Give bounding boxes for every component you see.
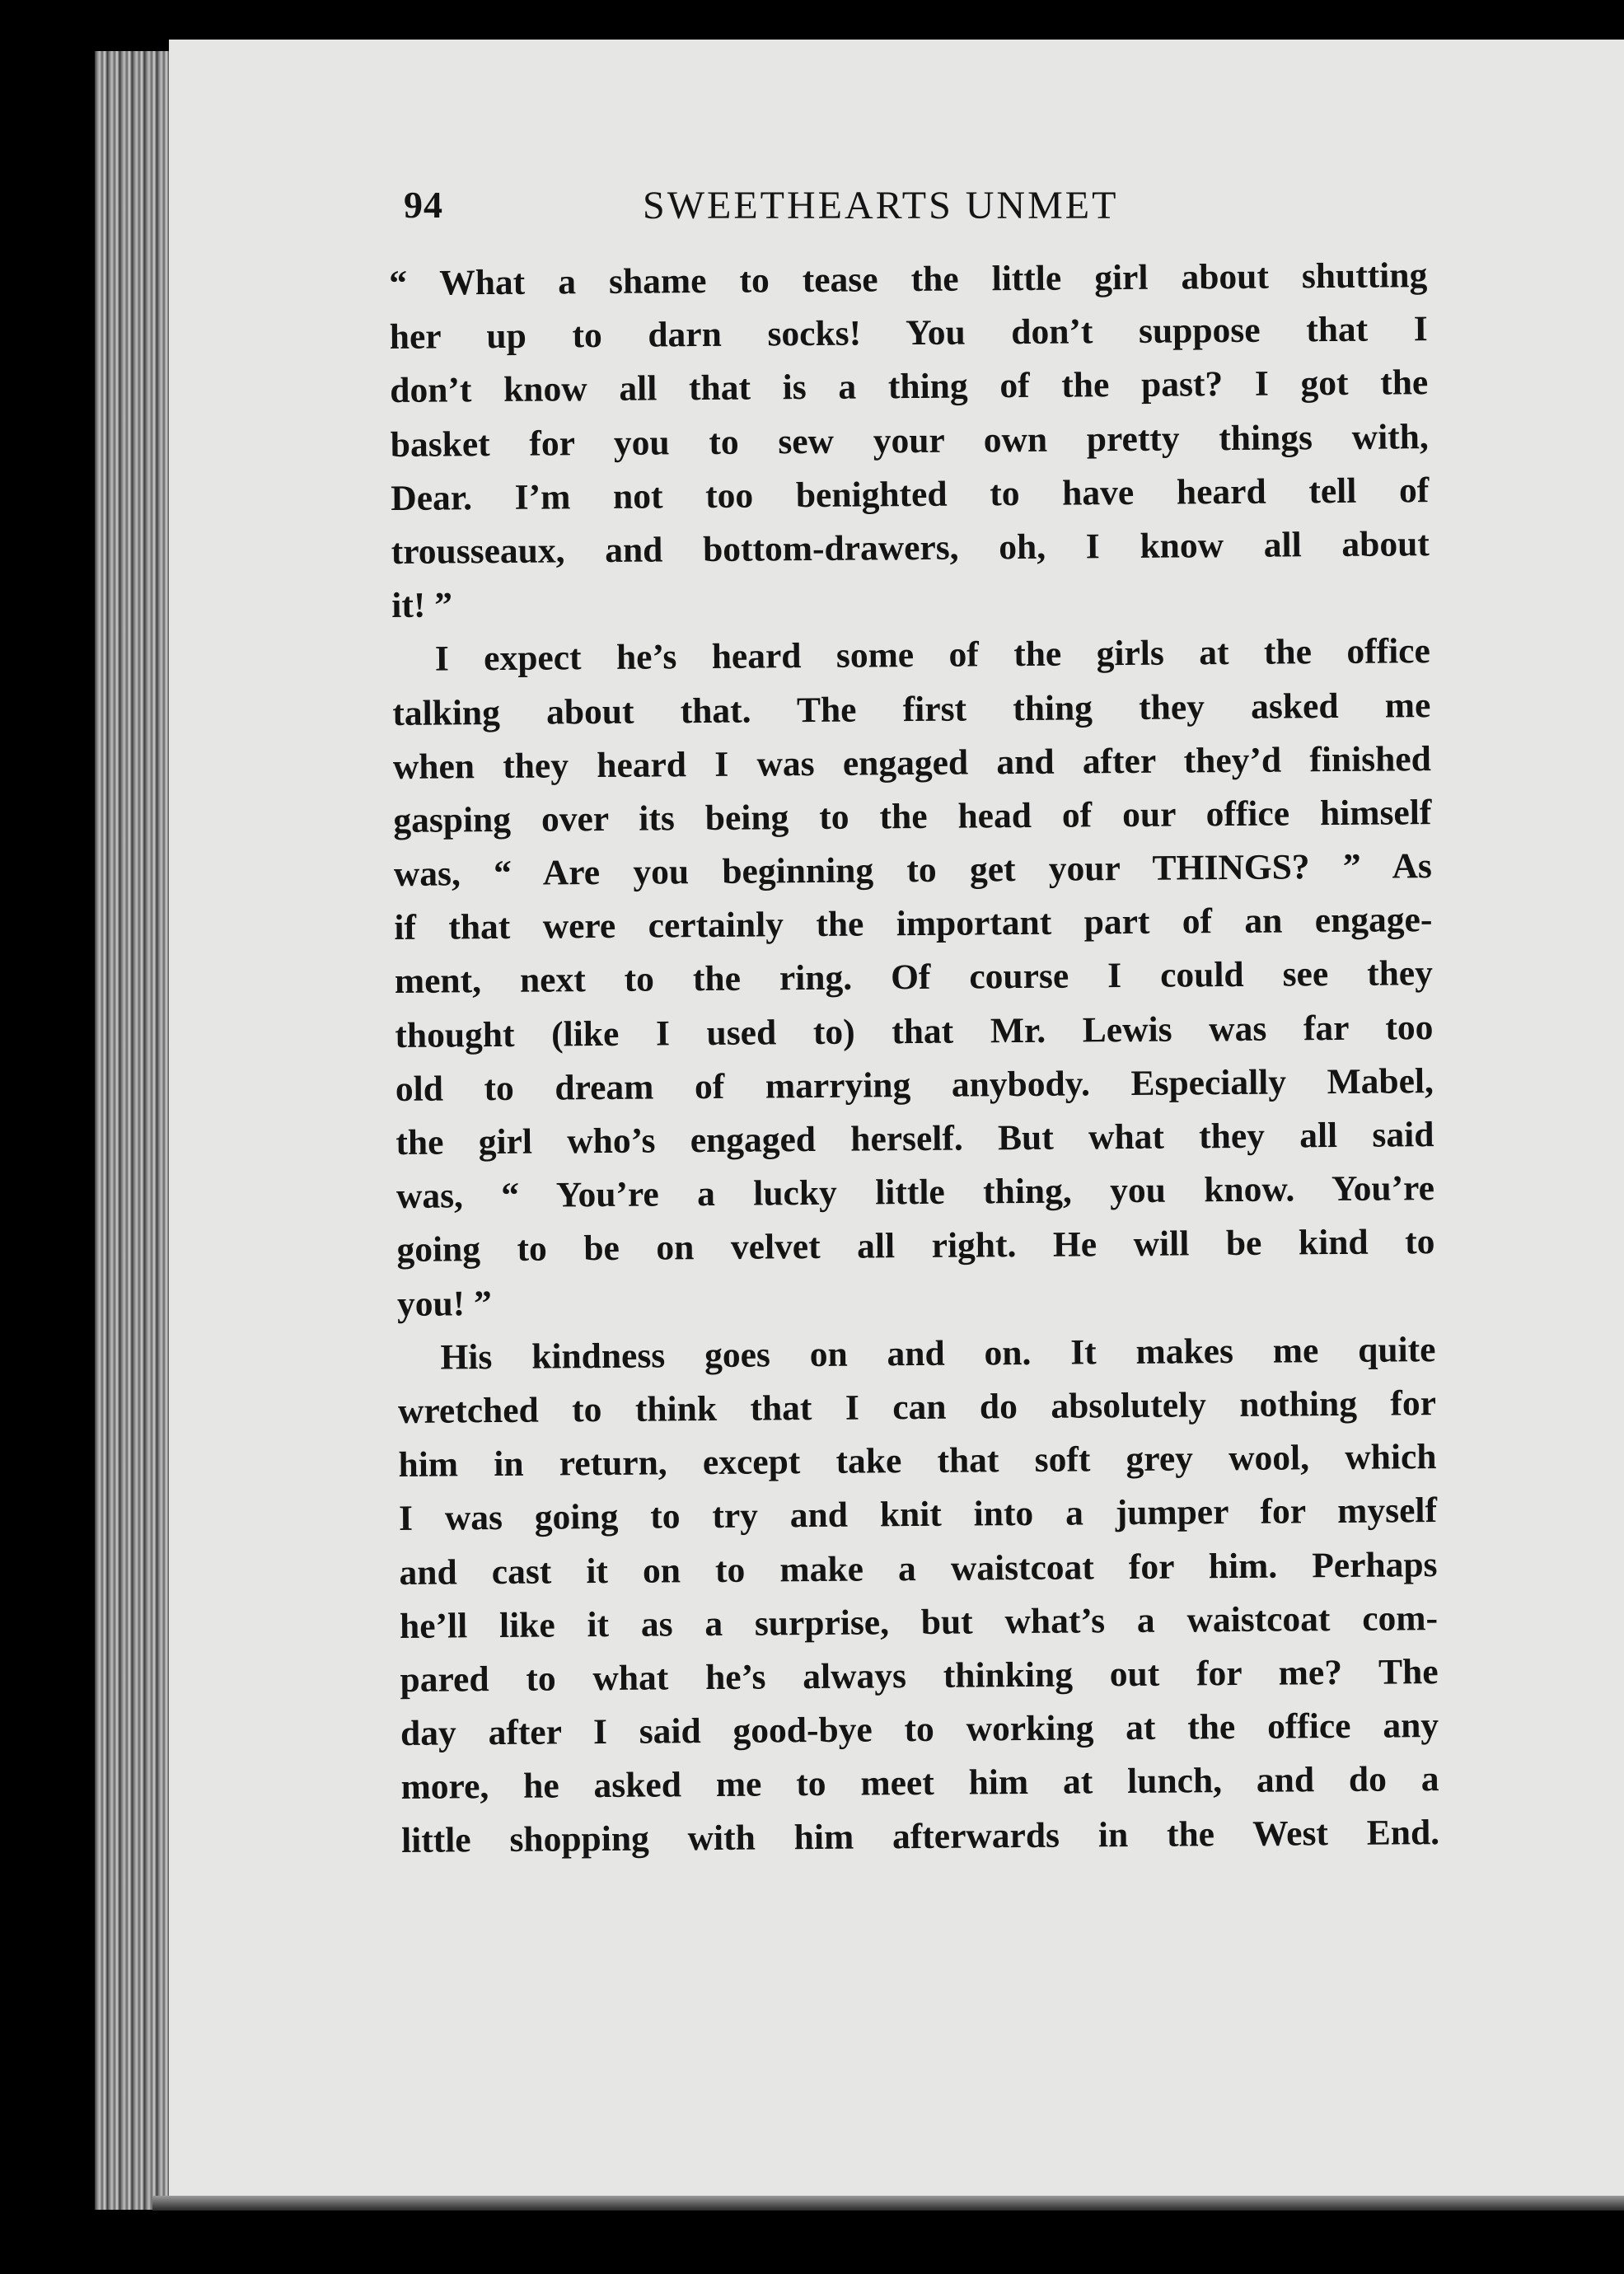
text-line: pared to what he’s always thinking out for me? The [400,1651,1439,1700]
text-line: wretched to think that I can do absolutely nothing for [397,1383,1437,1431]
text-line: him in return, except take that soft grey wool, which [398,1437,1437,1486]
text-line: old to dream of marrying anybody. Especially Mabel, [395,1060,1434,1109]
text-line: ment, next to the ring. Of course I could see they [394,953,1434,1002]
page-bottom-shadow [152,2196,1624,2211]
page-header [404,183,1425,241]
text-line: talking about that. The first thing they asked me [392,685,1431,733]
text-line: day after I said good-bye to working at the office any [400,1706,1439,1754]
text-line: if that were certainly the important part of an engage- [394,900,1433,948]
text-line: don’t know all that is a thing of the past? I got the [390,363,1429,411]
text-line: little shopping with him afterwards in the West End. [400,1813,1440,1861]
page-number: 94 [404,184,443,226]
text-line: I expect he’s heard some of the girls at the office [434,631,1430,679]
text-line: more, he asked me to meet him at lunch, and do a [400,1759,1439,1808]
text-line: gasping over its being to the head of our office himself [393,792,1432,840]
text-line: I was going to try and knit into a jumper for myself [398,1490,1438,1539]
text-line: thought (like I used to) that Mr. Lewis was far too [395,1007,1434,1055]
text-line: you! ” [396,1283,492,1324]
body-text [389,249,1439,1868]
text-line: “ What a shame to tease the little girl about shutting [389,255,1428,303]
text-line: basket for you to sew your own pretty things with, [390,416,1429,465]
text-line: His kindness goes on and on. It makes me quite [440,1329,1436,1378]
text-line: her up to darn socks! You don’t suppose that I [389,309,1428,358]
text-line: and cast it on to make a waistcoat for him. Perhaps [399,1544,1438,1593]
text-line: was, “ Are you beginning to get your THINGS? ” As [393,846,1433,895]
text-line: Dear. I’m not too benighted to have heard tell of [391,470,1430,518]
running-head: SWEETHEARTS UNMET [643,184,1119,227]
text-line: trousseaux, and bottom-drawers, oh, I know all about [391,524,1430,572]
text-line: he’ll like it as a surprise, but what’s a waistcoat com- [399,1598,1439,1646]
text-line: was, “ You’re a lucky little thing, you know. You’re [395,1168,1435,1217]
text-line: when they heard I was engaged and after they’d finished [392,738,1432,787]
text-line: the girl who’s engaged herself. But what they all said [395,1115,1434,1163]
text-line: going to be on velvet all right. He will be kind to [396,1222,1435,1270]
text-line: it! ” [391,585,453,626]
